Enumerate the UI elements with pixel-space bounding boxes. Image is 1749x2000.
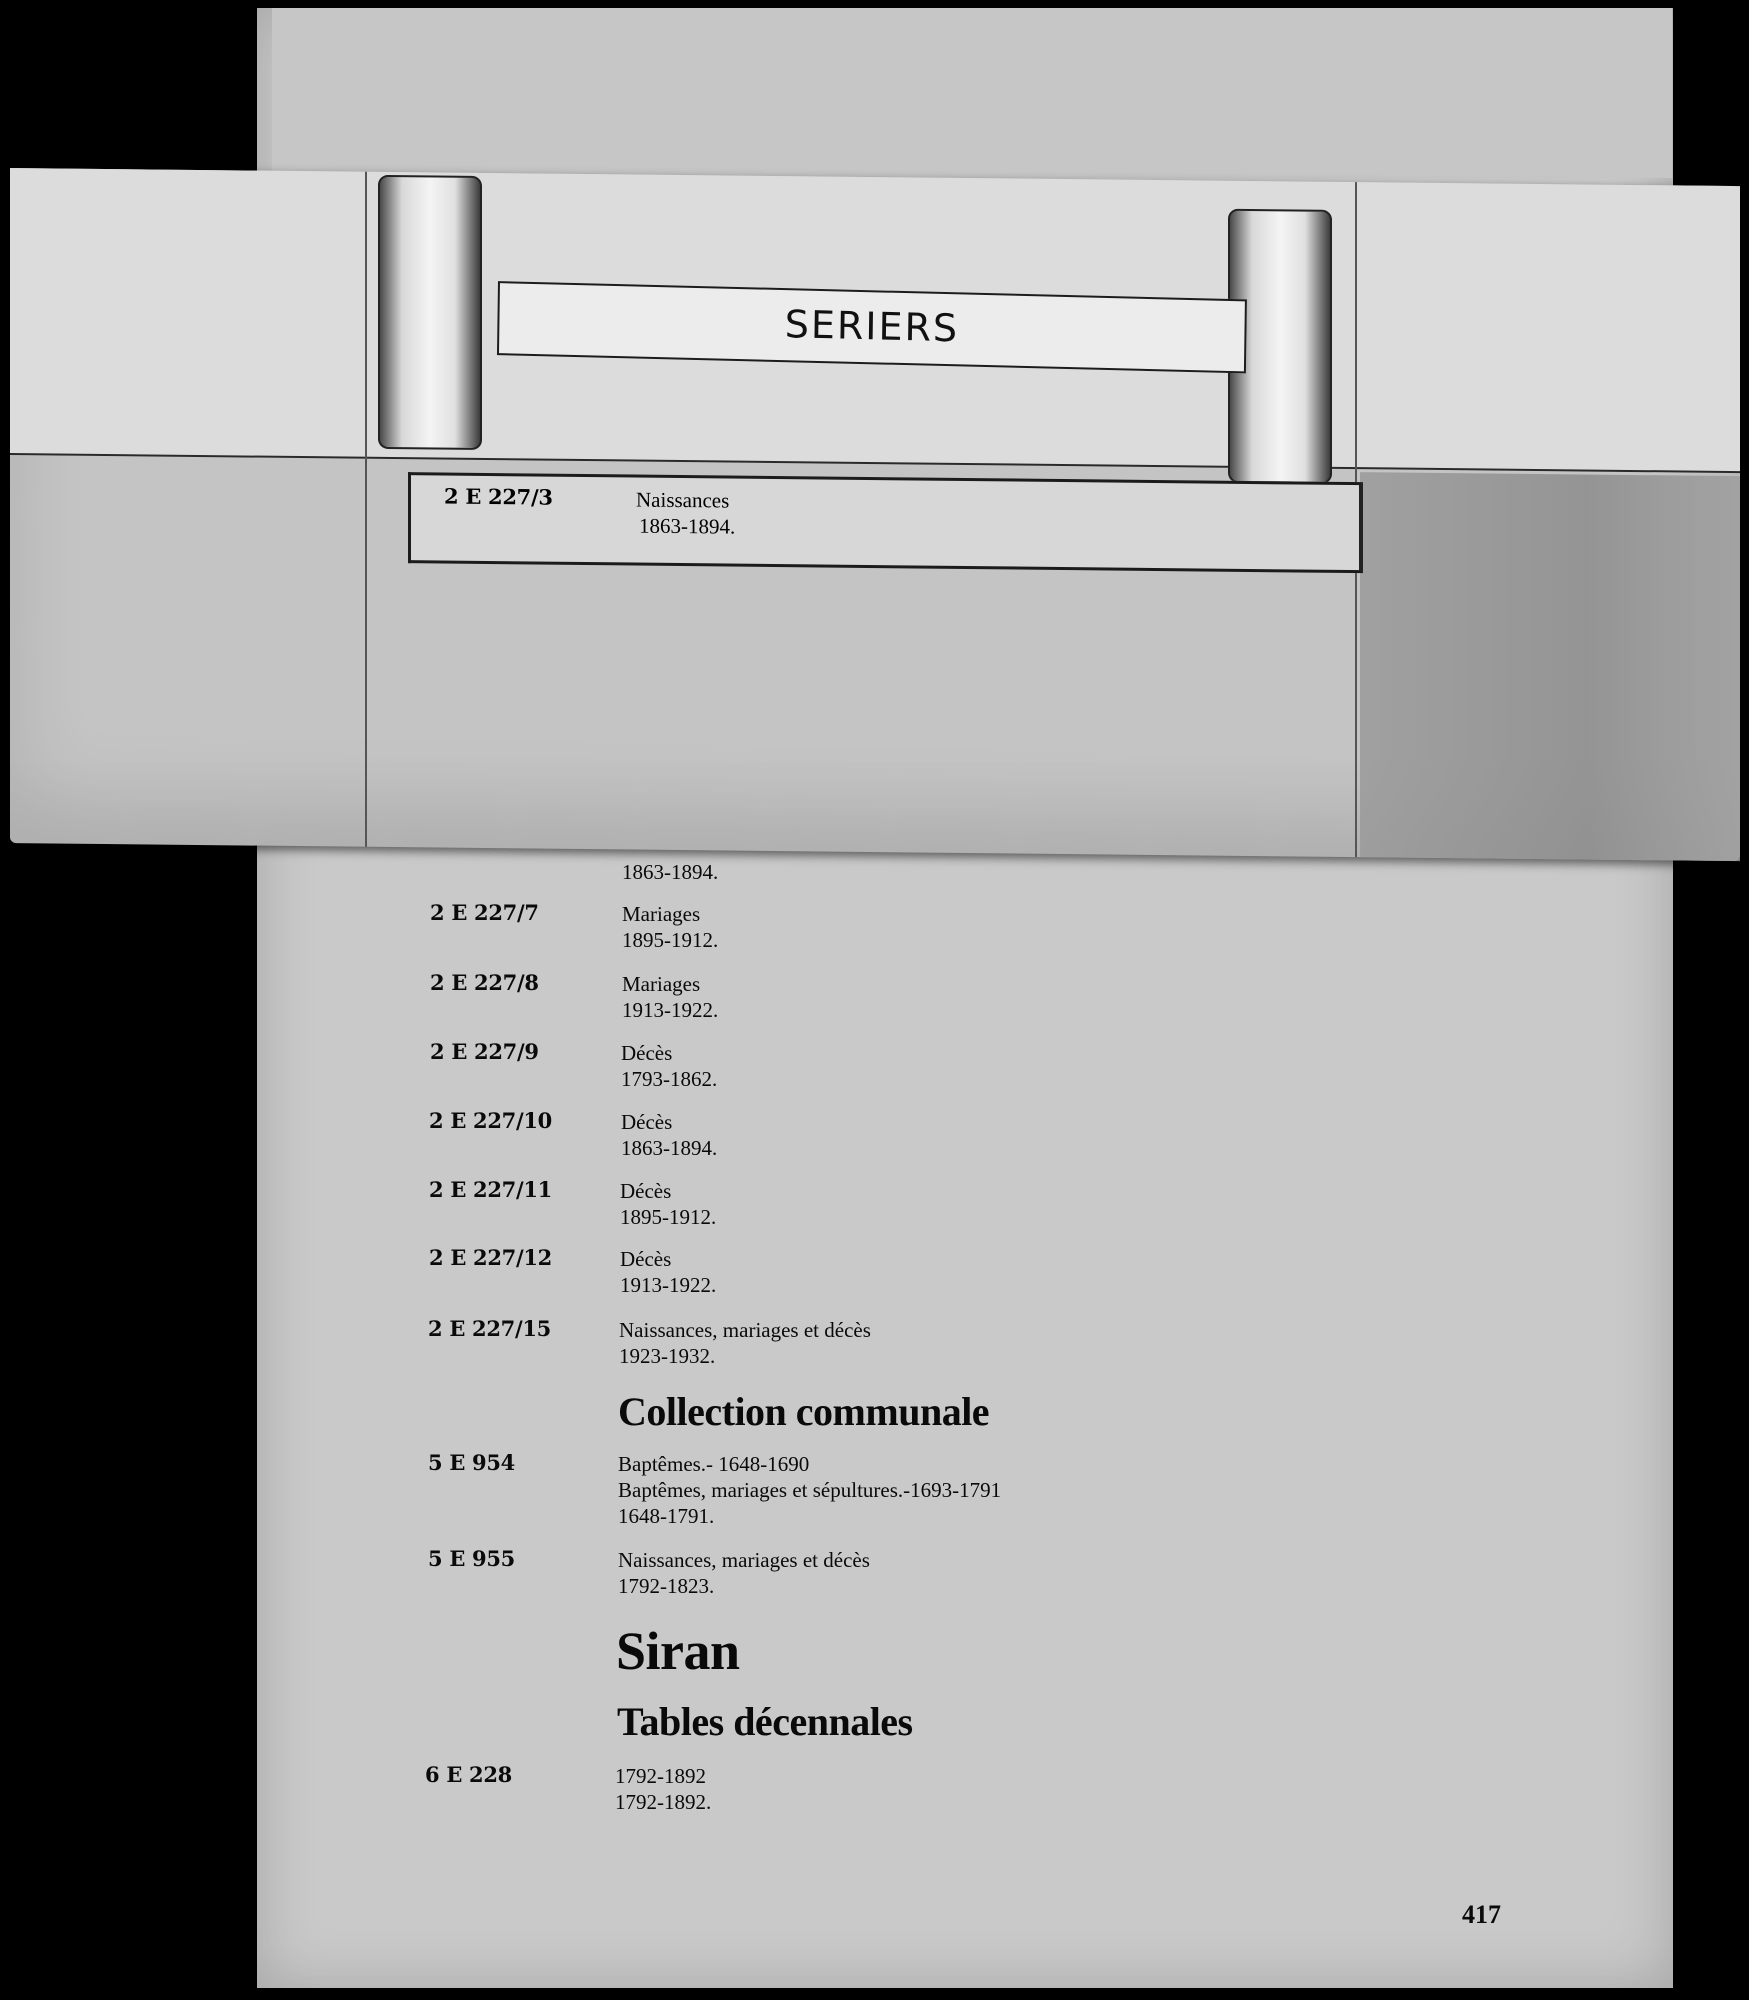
card-shadow-region [1360,472,1740,861]
record-code: 2 E 227/15 [428,1316,551,1341]
record-dates: 1863-1894. [621,1136,718,1160]
record-code: 2 E 227/9 [430,1039,539,1064]
record-code: 2 E 227/12 [429,1245,552,1270]
record-code: 2 E 227/8 [430,970,539,995]
record-code: 2 E 227/11 [429,1177,552,1202]
record-title: Mariages [622,972,701,996]
record-code: 2 E 227/3 [444,483,553,510]
record-code: 2 E 227/7 [430,900,539,925]
record-code: 6 E 228 [425,1762,512,1787]
record-title: Décès [620,1247,672,1271]
record-dates: 1863-1894. [639,513,736,539]
record-dates: 1793-1862. [621,1067,718,1091]
record-title: Décès [621,1110,673,1134]
record-title-line2: Baptêmes, mariages et sépultures.-1693-1791 [618,1478,1002,1502]
tab-label: SERIERS [784,302,960,351]
record-title: Décès [620,1179,672,1203]
record-title: Décès [621,1041,673,1065]
overlay-entry-box [408,472,1363,573]
record-dates: 1863-1894. [622,860,719,884]
section-heading-tables: Tables décennales [617,1699,913,1744]
record-code: 2 E 227/10 [429,1108,552,1133]
page-top-edge [272,8,1672,178]
card-divider [365,172,367,847]
record-dates: 1923-1932. [619,1344,716,1368]
record-dates: 1792-1892. [615,1790,712,1814]
record-title: 1792-1892 [615,1764,706,1788]
record-dates: 1792-1823. [618,1574,715,1598]
record-code: 5 E 955 [428,1546,515,1571]
record-dates: 1648-1791. [618,1504,715,1528]
record-code: 5 E 954 [428,1450,515,1475]
record-title: Mariages [622,902,701,926]
clip-left [378,175,482,450]
record-dates: 1895-1912. [620,1205,717,1229]
record-dates: 1895-1912. [622,928,719,952]
record-dates: 1913-1922. [620,1273,717,1297]
record-title: Naissances [636,487,730,513]
commune-name: Siran [616,1621,740,1681]
overlay-card [10,168,1740,861]
page-number: 417 [1462,1900,1501,1929]
record-title: Naissances, mariages et décès [618,1548,870,1572]
record-title: Naissances, mariages et décès [619,1318,871,1342]
record-title: Baptêmes.- 1648-1690 [618,1452,810,1476]
section-heading-collection: Collection communale [618,1389,990,1434]
record-dates: 1913-1922. [622,998,719,1022]
